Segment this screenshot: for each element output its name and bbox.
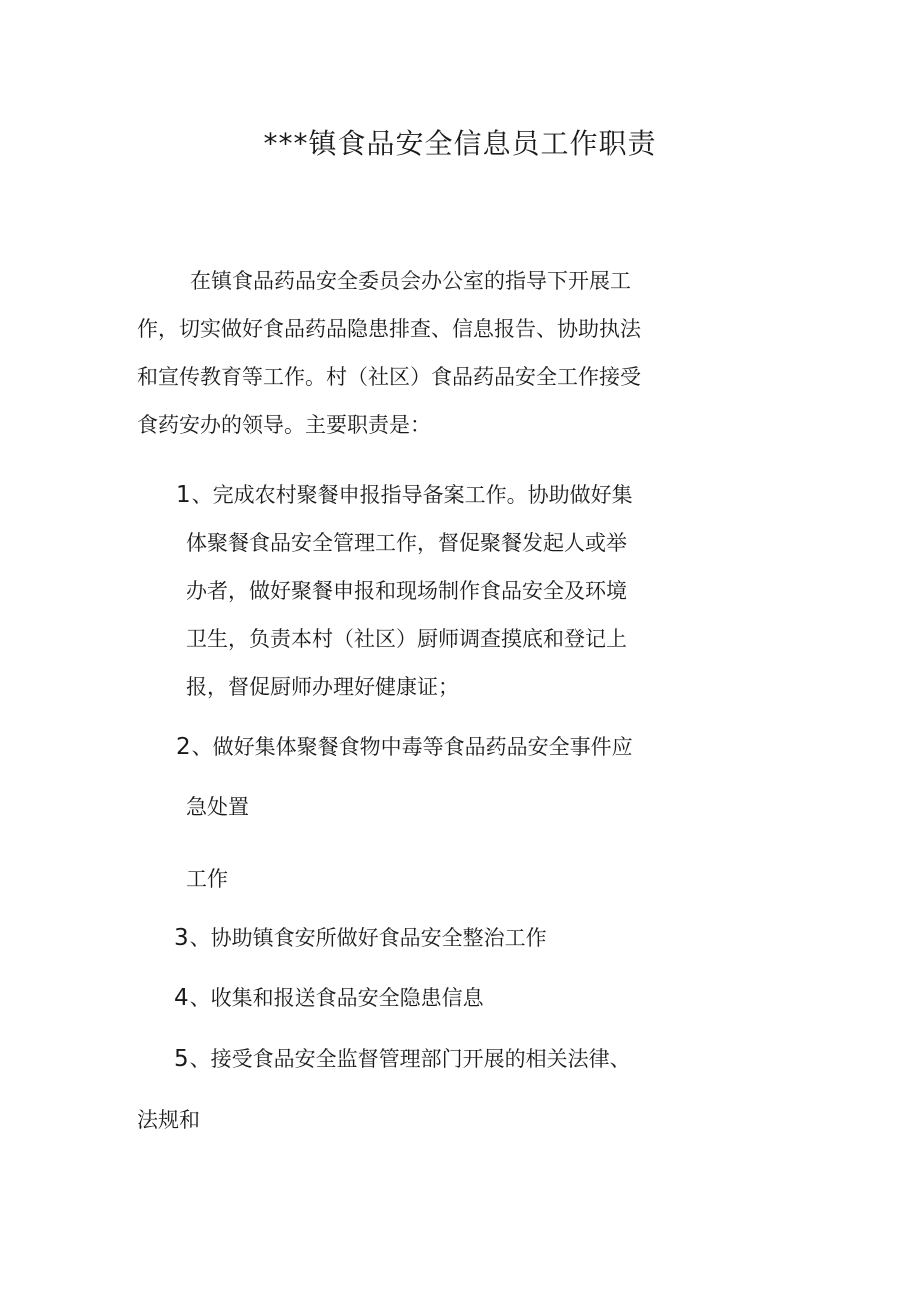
intro-line-2: 作，切实做好食品药品隐患排查、信息报告、协助执法 bbox=[137, 317, 641, 341]
duty-1-line-5: 报，督促厨师办理好健康证； bbox=[186, 675, 459, 699]
duty-number: 1 bbox=[176, 482, 191, 508]
duty-3-line-1 bbox=[174, 924, 547, 952]
duty-number: 4 bbox=[174, 985, 189, 1011]
document-title: ***镇食品安全信息员工作职责 bbox=[263, 127, 657, 160]
duty-text: 、协助镇食安所做好食品安全整治工作 bbox=[189, 926, 547, 950]
duty-1-line-2: 体聚餐食品安全管理工作，督促聚餐发起人或举 bbox=[186, 531, 627, 555]
duty-2-line-3: 工作 bbox=[186, 867, 228, 891]
duty-number: 5 bbox=[174, 1046, 189, 1072]
duty-text: 、做好集体聚餐食物中毒等食品药品安全事件应 bbox=[191, 735, 633, 759]
duty-1-line-1 bbox=[176, 481, 633, 509]
duty-4-line-1 bbox=[174, 984, 484, 1012]
duty-5-line-1 bbox=[174, 1045, 631, 1073]
intro-line-4: 食药安办的领导。主要职责是： bbox=[137, 413, 431, 437]
duty-2-line-1 bbox=[176, 733, 633, 761]
duty-1-line-3: 办者，做好聚餐申报和现场制作食品安全及环境 bbox=[186, 579, 627, 603]
duty-number: 3 bbox=[174, 925, 189, 951]
duty-1-line-4: 卫生，负责本村（社区）厨师调查摸底和登记上 bbox=[186, 627, 627, 651]
intro-line-3: 和宣传教育等工作。村（社区）食品药品安全工作接受 bbox=[137, 365, 641, 389]
duty-text: 、接受食品安全监督管理部门开展的相关法律、 bbox=[189, 1047, 631, 1071]
duty-5-line-2: 法规和 bbox=[137, 1108, 200, 1132]
duty-number: 2 bbox=[176, 734, 191, 760]
intro-line-1: 在镇食品药品安全委员会办公室的指导下开展工 bbox=[190, 269, 631, 293]
duty-text: 、完成农村聚餐申报指导备案工作。协助做好集 bbox=[191, 483, 633, 507]
duty-text: 、收集和报送食品安全隐患信息 bbox=[189, 986, 484, 1010]
duty-2-line-2: 急处置 bbox=[186, 795, 249, 819]
